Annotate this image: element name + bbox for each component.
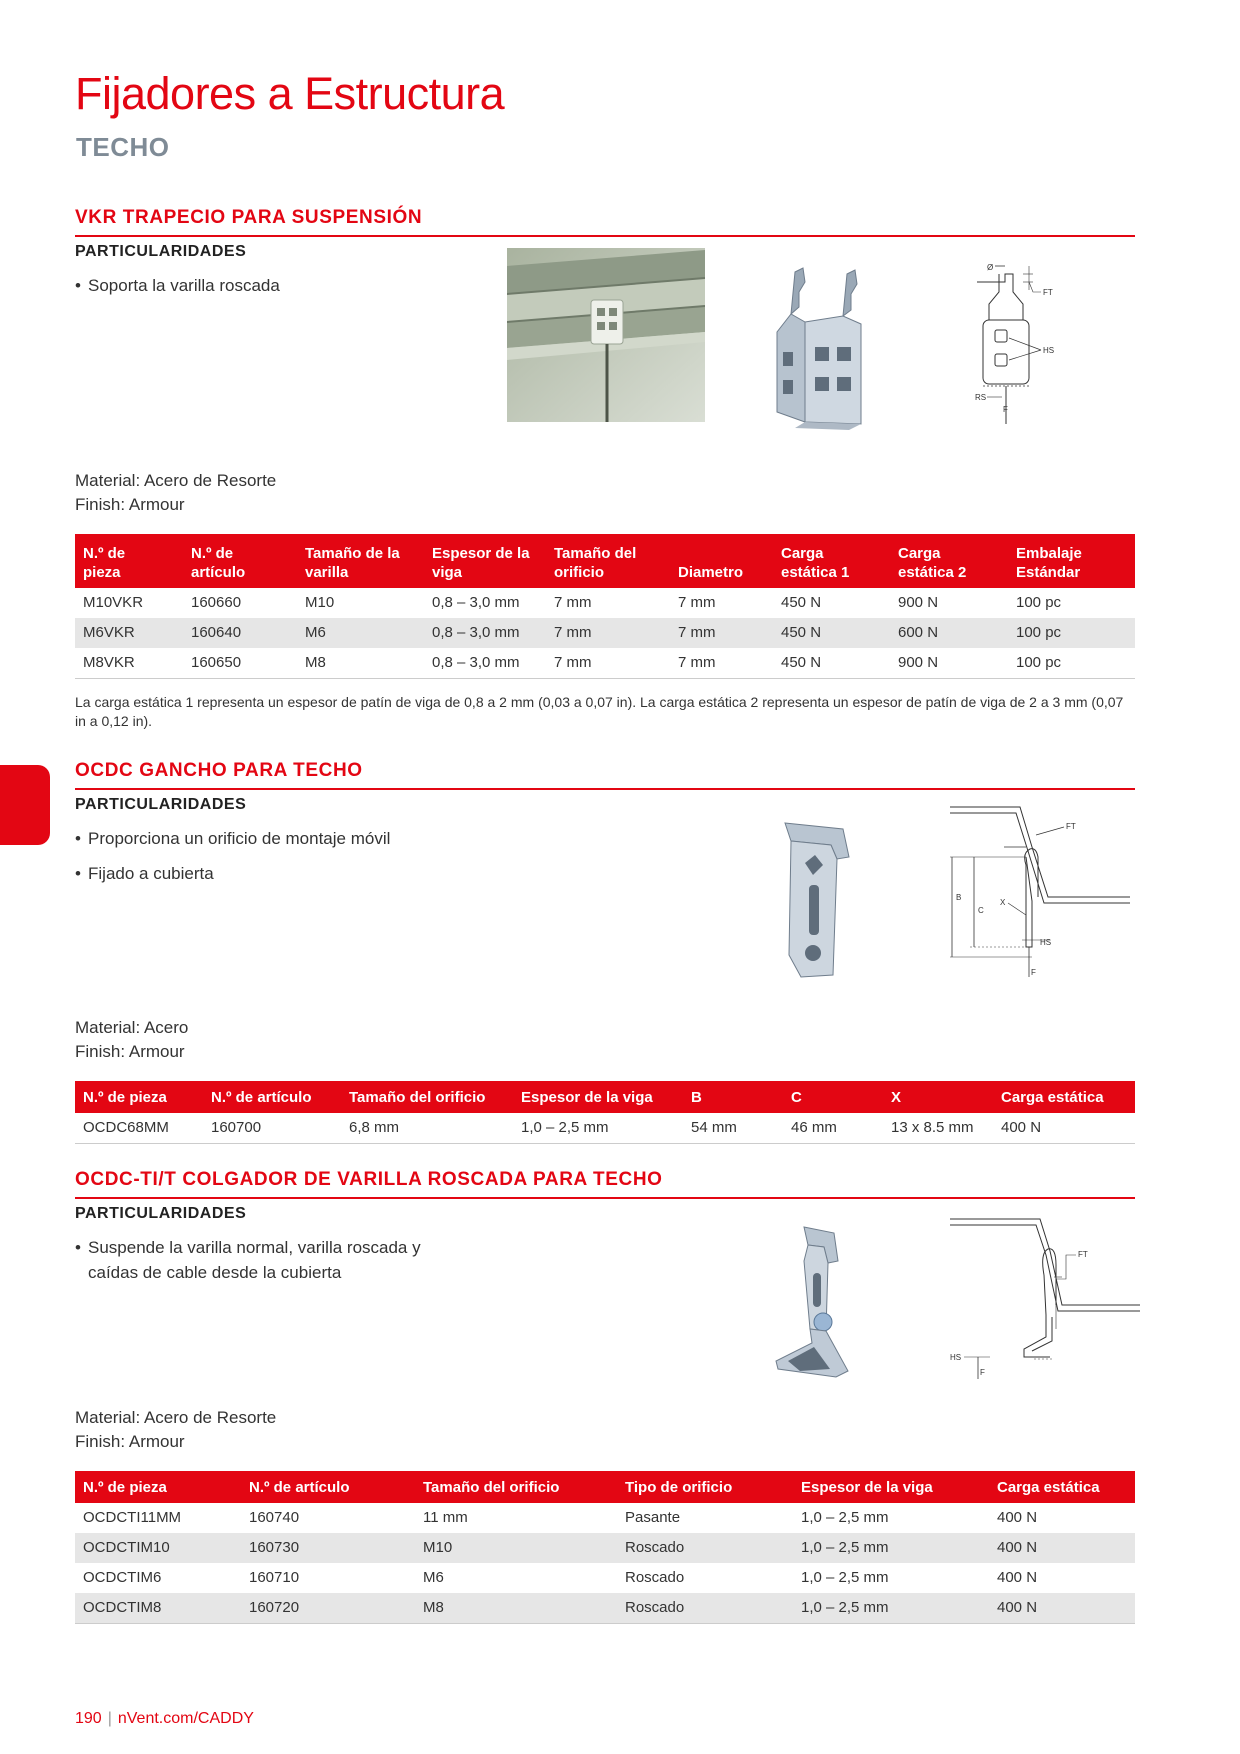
- table-cell: 100 pc: [1008, 618, 1135, 648]
- page-footer: [75, 1710, 254, 1728]
- load-footnote: La carga estática 1 representa un espesor de patín de viga de 0,8 a 2 mm (0,03 a 0,07 in). La carga estática 2 representa un espesor de patín de viga de 2 a 3 mm (0,07 in a 0,12 in).: [75, 694, 1124, 729]
- table-cell: Roscado: [617, 1593, 793, 1624]
- page-subtitle: TECHO: [76, 132, 170, 162]
- material-line: Material: Acero de Resorte: [75, 471, 277, 490]
- material-line: Material: Acero de Resorte: [75, 1408, 277, 1427]
- dim-label-f: F: [1031, 968, 1036, 977]
- table-cell: 160740: [249, 1509, 300, 1526]
- table-cell: 13 x 8.5 mm: [883, 1113, 993, 1144]
- dim-label-f: F: [980, 1368, 985, 1377]
- dim-label-dia: Ø: [987, 263, 994, 272]
- features-label: PARTICULARIDADES: [75, 1205, 247, 1222]
- feature-item: • Soporta la varilla roscada: [75, 273, 475, 298]
- table-cell: 900 N: [890, 648, 1008, 679]
- section-title: OCDC-TI/T COLGADOR DE VARILLA ROSCADA PARA TECHO: [75, 1169, 663, 1190]
- table-cell: 450 N: [773, 648, 890, 679]
- column-header: Tamaño de la varilla: [297, 534, 424, 588]
- features-label: PARTICULARIDADES: [75, 796, 247, 813]
- table-cell: 7 mm: [554, 594, 592, 611]
- table-cell: 600 N: [890, 618, 1008, 648]
- table-cell: OCDCTIM6: [83, 1569, 162, 1586]
- table-cell: Roscado: [617, 1533, 793, 1563]
- features-list: [75, 1235, 470, 1295]
- column-header: Carga estática 1: [773, 534, 890, 588]
- table-cell: 400 N: [989, 1533, 1135, 1563]
- table-cell: 54 mm: [683, 1113, 783, 1144]
- column-header: N.º de artículo: [241, 1471, 415, 1503]
- dim-label-hs: HS: [1043, 346, 1055, 355]
- dim-label-ft: FT: [1066, 822, 1076, 831]
- table-row: [75, 1533, 1135, 1563]
- table-cell: 0,8 – 3,0 mm: [424, 618, 546, 648]
- column-header: B: [683, 1081, 783, 1113]
- table-cell: 160710: [249, 1569, 300, 1586]
- table-row: [75, 588, 1135, 618]
- footer-link[interactable]: nVent.com/CADDY: [117, 1710, 254, 1727]
- table-cell: 0,8 – 3,0 mm: [424, 648, 546, 679]
- table-row: [75, 618, 1135, 648]
- table-cell: 0,8 – 3,0 mm: [432, 594, 520, 611]
- table-cell: OCDC68MM: [75, 1113, 203, 1144]
- column-header: Tamaño del orificio: [546, 534, 670, 588]
- table-cell: M6: [297, 618, 424, 648]
- column-header: Espesor de la viga: [424, 534, 546, 588]
- table-cell: OCDCTIM8: [75, 1593, 241, 1624]
- dim-label-ft: FT: [1078, 1250, 1088, 1259]
- vkr-installed-photo: [507, 248, 705, 422]
- dim-label-x: X: [1000, 898, 1006, 907]
- table-cell: OCDCTIM10: [75, 1533, 241, 1563]
- dim-label-hs: HS: [950, 1353, 962, 1362]
- table-row: [75, 648, 1135, 679]
- column-header: Tipo de orificio: [617, 1471, 793, 1503]
- feature-item: • Fijado a cubierta: [75, 861, 495, 886]
- table-cell: M6: [423, 1569, 444, 1586]
- table-cell: 46 mm: [783, 1113, 883, 1144]
- table-cell: 1,0 – 2,5 mm: [793, 1533, 989, 1563]
- dim-label-c: C: [978, 906, 984, 915]
- vkr-spec-table: [75, 534, 1135, 679]
- table-cell: 400 N: [997, 1509, 1038, 1526]
- page-title: Fijadores a Estructura: [75, 68, 505, 119]
- table-row: [75, 1563, 1135, 1593]
- table-row: [75, 1113, 1135, 1144]
- table-row: [75, 1593, 1135, 1624]
- table-cell: OCDCTI11MM: [83, 1509, 182, 1526]
- feature-item: • Proporciona un orificio de montaje móvil: [75, 826, 495, 851]
- feature-item: • Suspende la varilla normal, varilla roscada y caídas de cable desde la cubierta: [75, 1235, 470, 1285]
- table-cell: 160720: [241, 1593, 415, 1624]
- table-cell: 160640: [183, 618, 297, 648]
- ocdc-ti-spec-table: [75, 1471, 1135, 1624]
- table-row: [75, 1503, 1135, 1533]
- column-header: X: [883, 1081, 993, 1113]
- section-divider: [75, 788, 1135, 790]
- table-cell: M10VKR: [83, 594, 144, 611]
- column-header: Carga estática: [989, 1471, 1135, 1503]
- chapter-edge-tab: [0, 765, 50, 845]
- vkr-technical-diagram: [975, 252, 1115, 427]
- table-cell: 100 pc: [1016, 594, 1062, 611]
- column-header: Espesor de la viga: [793, 1471, 989, 1503]
- table-cell: 450 N: [773, 618, 890, 648]
- table-cell: 400 N: [993, 1113, 1135, 1144]
- column-header: Diametro: [670, 534, 773, 588]
- finish-line: Finish: Armour: [75, 1042, 185, 1061]
- features-label: PARTICULARIDADES: [75, 243, 247, 260]
- page-number: 190: [75, 1710, 102, 1727]
- ocdc-spec-table: [75, 1081, 1135, 1144]
- section-divider: [75, 235, 1135, 237]
- finish-line: Finish: Armour: [75, 1432, 185, 1451]
- ocdc-ti-product-image: [770, 1221, 870, 1386]
- table-cell: 160730: [241, 1533, 415, 1563]
- features-list: [75, 826, 495, 896]
- section-divider: [75, 1197, 1135, 1199]
- table-cell: 7 mm: [546, 618, 670, 648]
- column-header: Carga estática: [993, 1081, 1135, 1113]
- column-header: Embalaje Estándar: [1008, 534, 1135, 588]
- table-cell: 160650: [183, 648, 297, 679]
- table-cell: 11 mm: [423, 1509, 468, 1526]
- section-ocdc: [75, 760, 1135, 1140]
- table-cell: 160660: [191, 594, 242, 611]
- table-cell: M10: [415, 1533, 617, 1563]
- table-cell: 1,0 – 2,5 mm: [801, 1569, 889, 1586]
- table-cell: 400 N: [989, 1593, 1135, 1624]
- table-cell: 1,0 – 2,5 mm: [793, 1593, 989, 1624]
- table-cell: 7 mm: [670, 618, 773, 648]
- dim-label-hs: HS: [1040, 938, 1052, 947]
- features-list: [75, 273, 475, 308]
- table-cell: Pasante: [625, 1509, 681, 1526]
- dim-label-ft: FT: [1043, 288, 1053, 297]
- table-cell: M8VKR: [75, 648, 183, 679]
- section-vkr: [75, 207, 1135, 729]
- section-ocdc-ti: [75, 1169, 1135, 1629]
- table-cell: 7 mm: [546, 648, 670, 679]
- table-cell: 1,0 – 2,5 mm: [513, 1113, 683, 1144]
- dim-label-f: F: [1003, 405, 1008, 414]
- table-cell: M8: [297, 648, 424, 679]
- table-cell: 100 pc: [1008, 648, 1135, 679]
- ocdc-ti-technical-diagram: [950, 1217, 1140, 1387]
- table-cell: 400 N: [997, 1569, 1038, 1586]
- table-cell: 7 mm: [678, 594, 716, 611]
- table-cell: M10: [305, 594, 335, 611]
- vkr-product-image: [765, 262, 885, 432]
- column-header: Tamaño del orificio: [341, 1081, 513, 1113]
- column-header: N.º de artículo: [203, 1081, 341, 1113]
- column-header: N.º de artículo: [183, 534, 297, 588]
- table-cell: 450 N: [781, 594, 822, 611]
- footer-separator: |: [107, 1710, 112, 1727]
- column-header: C: [783, 1081, 883, 1113]
- table-cell: M8: [415, 1593, 617, 1624]
- column-header: N.º de pieza: [75, 1081, 203, 1113]
- table-cell: 7 mm: [670, 648, 773, 679]
- column-header: Espesor de la viga: [513, 1081, 683, 1113]
- table-cell: Roscado: [625, 1569, 685, 1586]
- table-cell: M6VKR: [75, 618, 183, 648]
- ocdc-technical-diagram: [940, 805, 1130, 990]
- finish-line: Finish: Armour: [75, 495, 185, 514]
- material-line: Material: Acero: [75, 1018, 189, 1037]
- table-cell: 6,8 mm: [341, 1113, 513, 1144]
- table-cell: 1,0 – 2,5 mm: [801, 1509, 889, 1526]
- dim-label-rs: RS: [975, 393, 987, 402]
- section-title: VKR TRAPECIO PARA SUSPENSIÓN: [75, 207, 423, 228]
- column-header: N.º de pieza: [75, 1471, 241, 1503]
- table-cell: 900 N: [898, 594, 939, 611]
- column-header: N.º de pieza: [75, 534, 183, 588]
- column-header: Tamaño del orificio: [415, 1471, 617, 1503]
- column-header: Carga estática 2: [890, 534, 1008, 588]
- ocdc-product-image: [775, 815, 875, 985]
- table-cell: 160700: [203, 1113, 341, 1144]
- section-title: OCDC GANCHO PARA TECHO: [75, 760, 363, 781]
- dim-label-b: B: [956, 893, 962, 902]
